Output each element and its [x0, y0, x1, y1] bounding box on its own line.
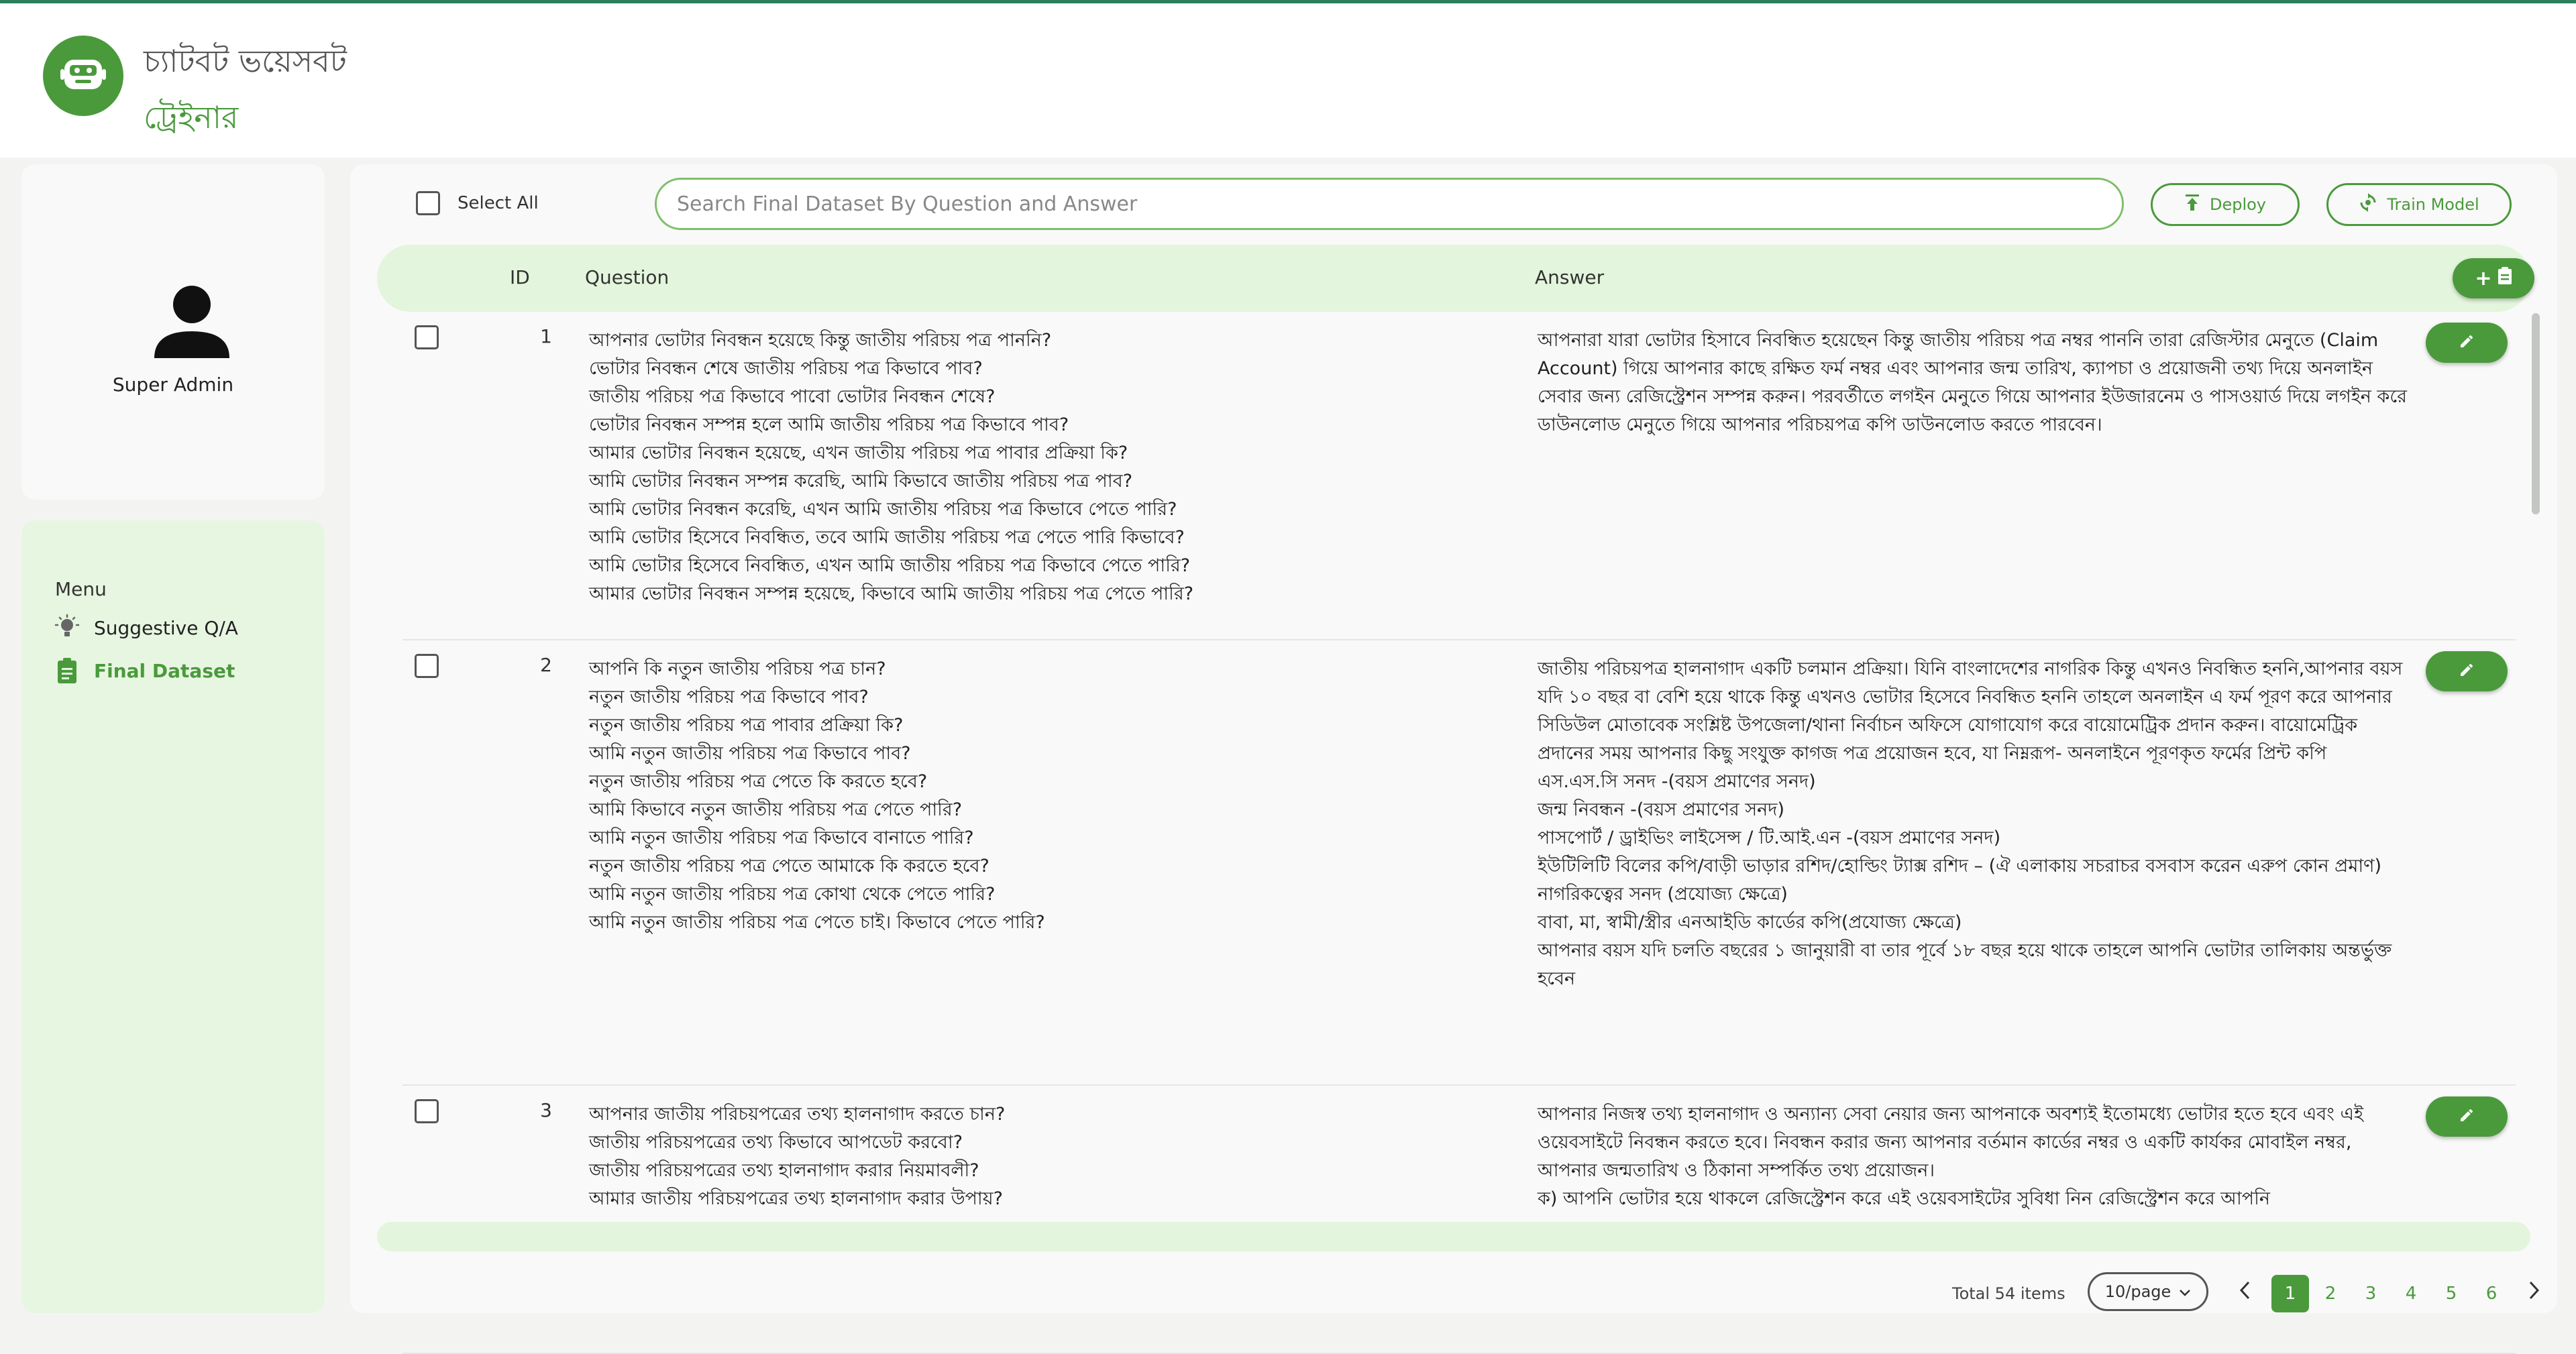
question-cell [589, 1101, 1488, 1213]
page-size-value: 10/page [2104, 1282, 2171, 1301]
deploy-button[interactable] [2151, 183, 2300, 226]
next-page-button[interactable] [2517, 1275, 2551, 1308]
clipboard-icon [55, 657, 79, 684]
question-line: জাতীয় পরিচয় পত্র কিভাবে পাবো ভোটার নিবন্ধন শেষে? [589, 386, 996, 407]
select-all[interactable] [416, 191, 539, 215]
answer-line: আপনার বয়স যদি চলতি বছরের ১ জানুয়ারী বা তার পূর্বে ১৮ বছর হয়ে থাকে তাহলে আপনি ভোটার তালিকায় অন্তর্ভুক্ত হবেন [1538, 940, 2392, 989]
row-id: 3 [540, 1099, 552, 1121]
question-line: আপনার ভোটার নিবন্ধন হয়েছে কিন্তু জাতীয় পরিচয় পত্র পাননি? [589, 330, 1052, 351]
menu-title: Menu [55, 578, 107, 600]
page-5[interactable]: 5 [2445, 1284, 2457, 1304]
question-line: আপনি কি নতুন জাতীয় পরিচয় পত্র চান? [589, 659, 886, 679]
question-line: জাতীয় পরিচয়পত্রের তথ্য হালনাগাদ করার নিয়মাবলী? [589, 1160, 979, 1181]
question-line: আমি ভোটার হিসেবে নিবন্ধিত, এখন আমি জাতীয় পরিচয় পত্র কিভাবে পেতে পারি? [589, 555, 1191, 576]
row-checkbox[interactable] [415, 325, 439, 349]
prev-page-button[interactable] [2229, 1275, 2262, 1308]
sidebar-item-suggestive-qa[interactable] [55, 614, 238, 641]
sidebar-item-final-dataset[interactable] [55, 657, 235, 684]
table-row [402, 1086, 2516, 1354]
column-id: ID [510, 266, 530, 288]
table-row [402, 312, 2516, 640]
profile-card [21, 164, 325, 500]
sidebar-item-label: Final Dataset [94, 659, 235, 682]
question-line: ভোটার নিবন্ধন সম্পন্ন হলে আমি জাতীয় পরিচয় পত্র কিভাবে পাব? [589, 414, 1069, 435]
robot-logo-icon [43, 36, 123, 116]
answer-cell [1538, 655, 2410, 993]
answer-cell [1538, 1101, 2410, 1213]
table-body [350, 312, 2537, 1209]
question-line: নতুন জাতীয় পরিচয় পত্র পেতে আমাকে কি করতে হবে? [589, 856, 989, 877]
page-6[interactable]: 6 [2485, 1284, 2498, 1304]
page-3[interactable]: 3 [2365, 1284, 2377, 1304]
question-line: নতুন জাতীয় পরিচয় পত্র কিভাবে পাব? [589, 687, 869, 708]
page-4[interactable]: 4 [2405, 1284, 2417, 1304]
sidebar-menu [21, 520, 325, 1313]
question-line: আমার ভোটার নিবন্ধন সম্পন্ন হয়েছে, কিভাবে আমি জাতীয় পরিচয় পত্র পেতে পারি? [589, 583, 1194, 604]
edit-button[interactable] [2426, 1096, 2508, 1137]
question-line: আমি নতুন জাতীয় পরিচয় পত্র পেতে চাই। কিভাবে পেতে পারি? [589, 912, 1045, 933]
add-label: + [2475, 266, 2492, 290]
select-all-checkbox[interactable] [416, 191, 440, 215]
column-question: Question [585, 266, 669, 288]
edit-button[interactable] [2426, 323, 2508, 363]
train-model-button[interactable] [2326, 183, 2512, 226]
answer-line: নাগরিকত্বের সনদ (প্রযোজ্য ক্ষেত্রে) [1538, 884, 1788, 905]
chevron-right-icon [2527, 1280, 2540, 1303]
answer-line: এস.এস.সি সনদ -(বয়স প্রমাণের সনদ) [1538, 771, 1816, 792]
app-header [0, 3, 2576, 158]
brand-title: চ্যাটবট ভয়েসবট [144, 43, 347, 79]
pencil-icon [2459, 662, 2475, 681]
question-cell [589, 327, 1488, 608]
answer-line: পাসপোর্ট / ড্রাইভিং লাইসেন্স / টি.আই.এন -(বয়স প্রমাণের সনদ) [1538, 828, 2001, 848]
question-line: আমি নতুন জাতীয় পরিচয় পত্র কোথা থেকে পেতে পারি? [589, 884, 996, 905]
total-items: Total 54 items [1952, 1284, 2065, 1303]
page-1[interactable]: 1 [2271, 1275, 2309, 1312]
page-2[interactable]: 2 [2324, 1284, 2337, 1304]
table-row [402, 640, 2516, 1086]
answer-line: জাতীয় পরিচয়পত্র হালনাগাদ একটি চলমান প্রক্রিয়া। যিনি বাংলাদেশের নাগরিক কিন্তু এখনও নিবন্ধিত হননি,আপনার বয়স যদি ১০ বছর বা বেশি হয়ে থাকে কিন্তু এখনও ভোটার হিসেবে নিবন্ধিত হননি তাহলে অনলাইন এ ফর্ম পূরণ করে আপনার সিডিউল মোতাবেক সংশ্লিষ্ট উপজেলা/থানা নির্বাচন অফিসে যোগাযোগ করে বায়োমেট্রিক প্রদান করুন। বায়োমেট্রিক প্রদানের সময় আপনার কিছু সংযুক্ত কাগজ পত্র প্রয়োজন হবে, যা নিম্নরূপ- অনলাইনে পূরণকৃত ফর্মের প্রিন্ট কপি [1538, 659, 2403, 764]
answer-cell [1538, 327, 2410, 439]
pencil-icon [2459, 333, 2475, 352]
question-line: ভোটার নিবন্ধন শেষে জাতীয় পরিচয় পত্র কিভাবে পাব? [589, 358, 983, 379]
upload-icon [2184, 194, 2200, 215]
row-checkbox[interactable] [415, 654, 439, 678]
question-line: আমার জাতীয় পরিচয়পত্রের তথ্য হালনাগাদ করার উপায়? [589, 1188, 1003, 1209]
user-icon [152, 282, 232, 362]
question-line: আপনার জাতীয় পরিচয়পত্রের তথ্য হালনাগাদ করতে চান? [589, 1104, 1006, 1125]
answer-line: আপনার নিজস্ব তথ্য হালনাগাদ ও অন্যান্য সেবা নেয়ার জন্য আপনাকে অবশ্যই ইতোমধ্যে ভোটার হতে হবে এবং এই ওয়েবসাইটে নিবন্ধন করতে হবে। নিবন্ধন করার জন্য আপনার বর্তমান কার্ডের নম্বর ও একটি কার্যকর মোবাইল নম্বর, আপনার জন্মতারিখ ও ঠিকানা সম্পর্কিত তথ্য প্রয়োজন। [1538, 1104, 2364, 1181]
answer-line: আপনারা যারা ভোটার হিসাবে নিবন্ধিত হয়েছেন কিন্তু জাতীয় পরিচয় পত্র নম্বর পাননি তারা রেজিস্টার মেনুতে (Claim Account) গিয়ে আপনার কাছে রক্ষিত ফর্ম নম্বর এবং আপনার জন্ম তারিখ, ক্যাপচা ও প্রয়োজনী তথ্য দিয়ে অনলাইন সেবার জন্য রেজিস্ট্রেশন সম্পন্ন করুন। পরবর্তীতে লগইন মেনুতে গিয়ে আপনার ইউজারনেম ও পাসওয়ার্ড দিয়ে লগইন করে ডাউনলোড মেনুতে গিয়ে আপনার পরিচয়পত্র কপি ডাউনলোড করতে পারবেন। [1538, 330, 2408, 435]
search-input[interactable] [655, 178, 2124, 230]
question-line: আমি নতুন জাতীয় পরিচয় পত্র কিভাবে বানাতে পারি? [589, 828, 974, 848]
clipboard-icon [2498, 266, 2512, 290]
question-line: নতুন জাতীয় পরিচয় পত্র পেতে কি করতে হবে? [589, 771, 928, 792]
chevron-down-icon [2179, 1282, 2191, 1301]
question-line: আমি ভোটার নিবন্ধন করেছি, এখন আমি জাতীয় পরিচয় পত্র কিভাবে পেতে পারি? [589, 499, 1177, 520]
question-line: আমি ভোটার নিবন্ধন সম্পন্ন করেছি, আমি কিভাবে জাতীয় পরিচয় পত্র পাব? [589, 471, 1133, 492]
dataset-panel [350, 164, 2557, 1313]
question-line: আমি কিভাবে নতুন জাতীয় পরিচয় পত্র পেতে পারি? [589, 799, 963, 820]
select-all-label: Select All [458, 193, 539, 213]
question-line: আমি ভোটার হিসেবে নিবন্ধিত, তবে আমি জাতীয় পরিচয় পত্র পেতে পারি কিভাবে? [589, 527, 1185, 548]
question-line: আমার ভোটার নিবন্ধন হয়েছে, এখন জাতীয় পরিচয় পত্র পাবার প্রক্রিয়া কি? [589, 443, 1128, 463]
chevron-left-icon [2239, 1280, 2252, 1303]
sync-icon [2359, 193, 2377, 216]
table-footer-bar [377, 1222, 2530, 1251]
add-entry-button[interactable] [2453, 258, 2534, 298]
table-scrollbar-thumb[interactable] [2532, 313, 2540, 514]
row-id: 2 [540, 654, 552, 676]
train-label: Train Model [2387, 195, 2479, 214]
deploy-label: Deploy [2209, 195, 2267, 214]
lightbulb-icon [55, 614, 79, 641]
user-name: Super Admin [112, 374, 234, 396]
table-header [377, 245, 2530, 312]
brand-subtitle: ট্রেইনার [144, 99, 239, 135]
page-size-select[interactable] [2088, 1272, 2208, 1311]
column-answer: Answer [1535, 266, 1605, 288]
row-checkbox[interactable] [415, 1099, 439, 1123]
answer-line: জন্ম নিবন্ধন -(বয়স প্রমাণের সনদ) [1538, 799, 1785, 820]
pencil-icon [2459, 1107, 2475, 1126]
row-id: 1 [540, 325, 552, 347]
answer-line: বাবা, মা, স্বামী/স্ত্রীর এনআইডি কার্ডের কপি(প্রযোজ্য ক্ষেত্রে) [1538, 912, 1962, 933]
question-line: আমি নতুন জাতীয় পরিচয় পত্র কিভাবে পাব? [589, 743, 911, 764]
sidebar-item-label: Suggestive Q/A [94, 616, 238, 639]
answer-line: ইউটিলিটি বিলের কপি/বাড়ী ভাড়ার রশিদ/হোল্ডিং ট্যাক্স রশিদ – (ঐ এলাকায় সচরাচর বসবাস করেন এরুপ কোন প্রমাণ) [1538, 856, 2382, 877]
question-cell [589, 655, 1488, 937]
question-line: নতুন জাতীয় পরিচয় পত্র পাবার প্রক্রিয়া কি? [589, 715, 904, 736]
question-line: জাতীয় পরিচয়পত্রের তথ্য কিভাবে আপডেট করবো? [589, 1132, 963, 1153]
answer-line: ক) আপনি ভোটার হয়ে থাকলে রেজিস্ট্রেশন করে এই ওয়েবসাইটের সুবিধা নিন রেজিস্ট্রেশন করে আপনি [1538, 1188, 2270, 1209]
edit-button[interactable] [2426, 651, 2508, 691]
